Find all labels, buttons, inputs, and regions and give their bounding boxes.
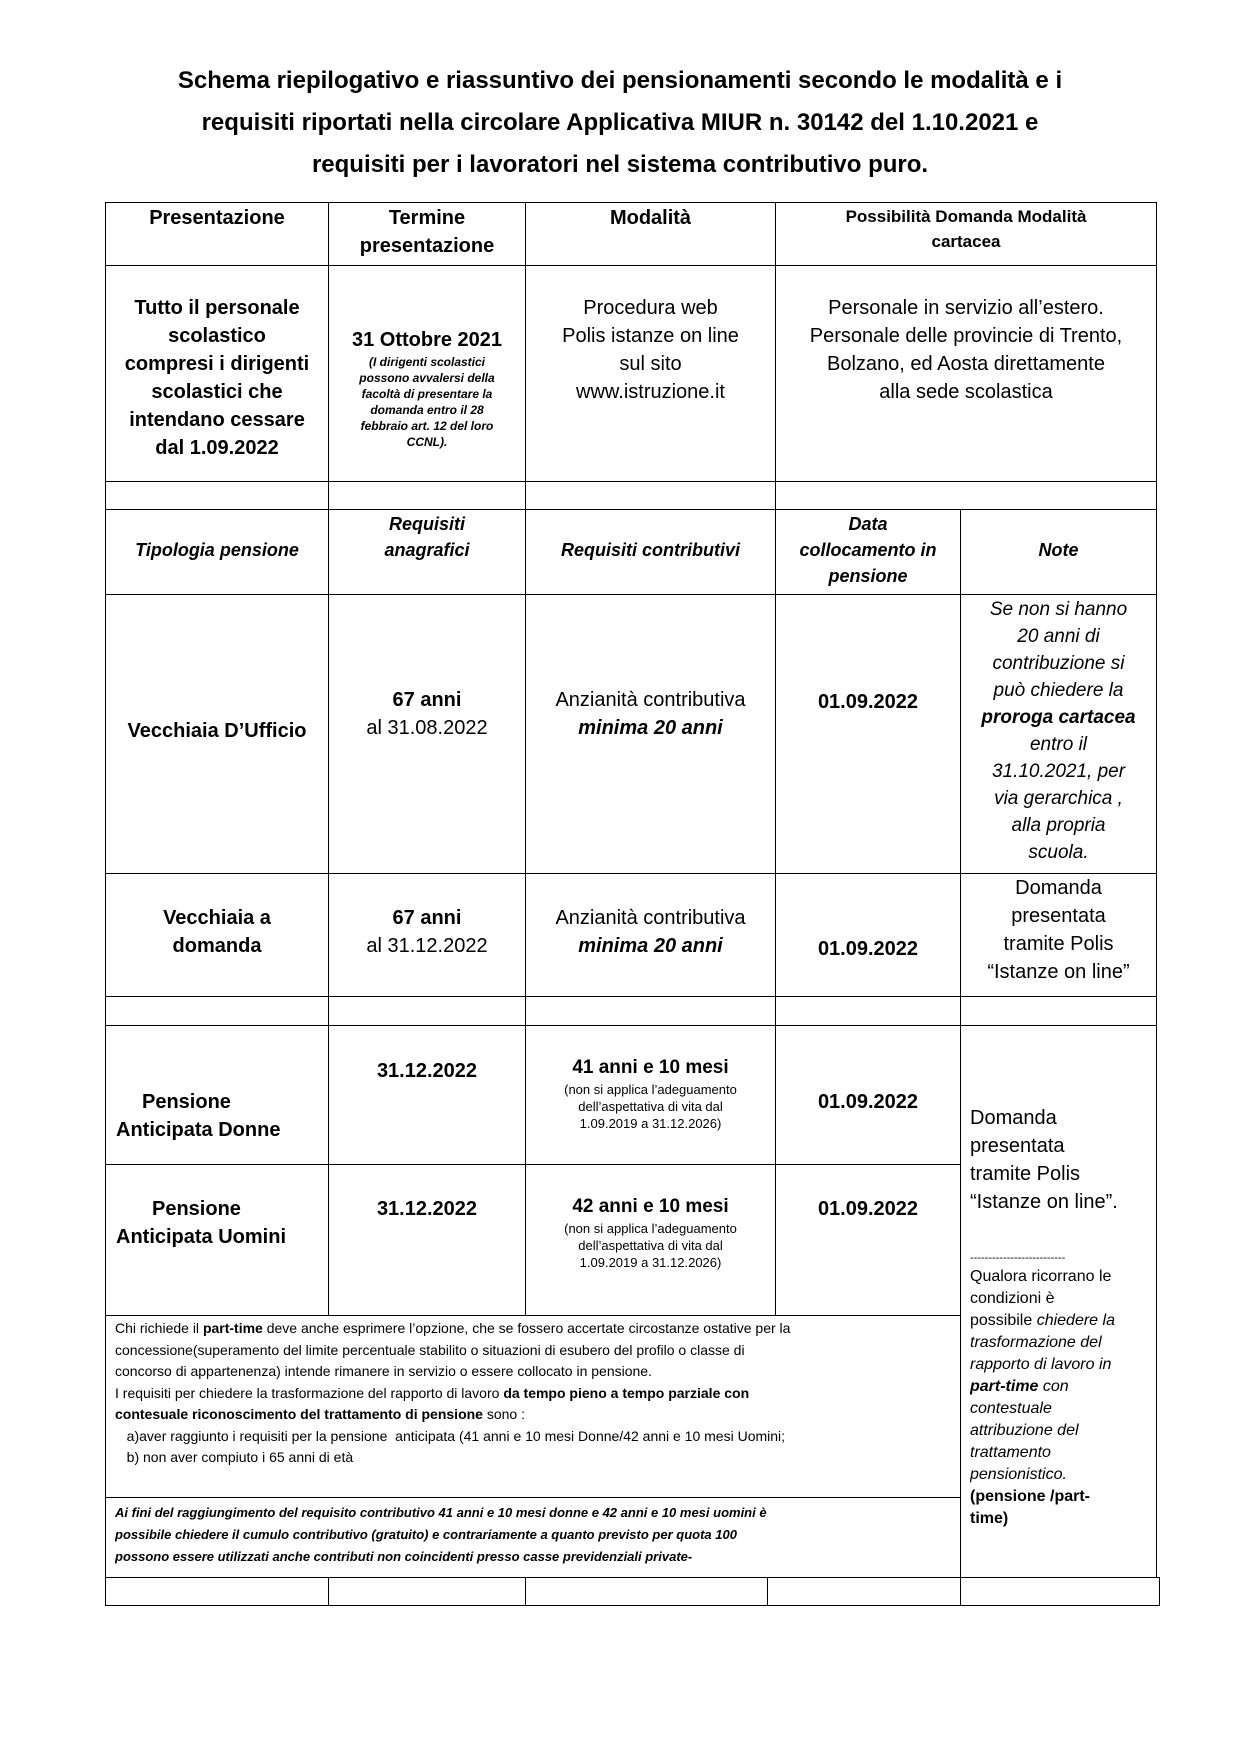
table-border: [105, 996, 1157, 997]
header-possibilita-cartacea: Possibilità Domanda Modalità cartacea: [845, 207, 1087, 251]
header-presentazione: Presentazione: [149, 207, 285, 229]
table-border: [105, 594, 1157, 595]
data-vecchiaia-domanda: 01.09.2022: [817, 938, 919, 960]
proroga-cartacea-highlight: proroga cartacea: [981, 707, 1136, 728]
header-tipologia-pensione: Tipologia pensione: [135, 540, 299, 560]
title-line-3: requisiti per i lavoratori nel sistema contributivo puro.: [311, 151, 929, 178]
eta-vecchiaia-ufficio: 67 anni al 31.08.2022: [366, 689, 488, 739]
table-border: [105, 1164, 961, 1165]
table-border: [105, 1605, 1160, 1606]
table-border: [105, 265, 1157, 266]
eta-vecchiaia-domanda: 67 anni al 31.12.2022: [366, 907, 488, 957]
tipologia-vecchiaia-ufficio: Vecchiaia D’Ufficio: [127, 720, 307, 742]
table-border: [525, 1577, 526, 1606]
table-border: [105, 481, 1157, 482]
contributi-vecchiaia-ufficio: Anzianità contributiva minima 20 anni: [555, 689, 746, 739]
cell-termine-presentazione: 31 Ottobre 2021 (I dirigenti scolastici possono avvalersi della facoltà di presentare la domanda entro il 28 febbraio art. 12 del loro CCNL).: [329, 326, 525, 480]
eta-anticipata-uomini: 31.12.2022: [376, 1198, 478, 1220]
istruzione-website: www.istruzione.it: [576, 381, 725, 403]
termine-date: 31 Ottobre 2021: [351, 329, 503, 351]
table-border: [1156, 202, 1157, 1577]
table-border: [328, 1577, 329, 1606]
header-note: Note: [1038, 540, 1079, 560]
cell-presentazione-personale: Tutto il personale scolastico compresi i dirigenti scolastici che intendano cessare dal 1.09.2022: [124, 297, 310, 459]
note-vecchiaia-domanda: Domanda presentata tramite Polis “Istanze on line”: [987, 877, 1130, 983]
data-vecchiaia-ufficio: 01.09.2022: [817, 691, 919, 713]
table-border: [105, 1025, 1157, 1026]
header-modalita: Modalità: [609, 207, 692, 229]
contributi-anticipata-donne: 41 anni e 10 mesi (non si applica l’adeguamento dell’aspettativa di vita dal 1.09.2019 a 31.12.2026): [564, 1057, 737, 1131]
table-border: [1159, 1577, 1160, 1606]
tipologia-anticipata-uomini: Pensione Anticipata Uomini: [116, 1198, 287, 1248]
cell-cartacea: Personale in servizio all’estero. Personale delle provincie di Trento, Bolzano, ed Aosta direttamente alla sede scolastica: [809, 297, 1123, 403]
header-requisiti-anagrafici: Requisiti anagrafici: [384, 514, 470, 560]
header-termine: Termine presentazione: [359, 207, 495, 257]
table-border: [105, 1315, 961, 1316]
data-anticipata-uomini: 01.09.2022: [817, 1198, 919, 1220]
table-border: [767, 1577, 768, 1606]
title-line-1: Schema riepilogativo e riassuntivo dei pensionamenti secondo le modalità e i: [177, 67, 1063, 94]
cumulo-paragraph: Ai fini del raggiungimento del requisito contributivo 41 anni e 10 mesi donne e 42 anni e 10 mesi uomini è possibile chiedere il cumulo contributivo (gratuito) e contrariamente a quanto previsto per quota 100 possono essere utilizzati anche contributi non coincidenti presso casse previdenziali private-: [115, 1505, 767, 1564]
contributi-vecchiaia-domanda: Anzianità contributiva minima 20 anni: [555, 907, 746, 957]
tipologia-anticipata-donne: Pensione Anticipata Donne: [116, 1091, 281, 1141]
note-separator: --------------------------: [970, 1252, 1066, 1264]
note-vecchiaia-ufficio: Se non si hanno 20 anni di contribuzione si può chiedere la proroga cartacea entro il 31.10.2021, per via gerarchica , alla propria scuola.: [961, 596, 1156, 872]
contributi-anticipata-uomini: 42 anni e 10 mesi (non si applica l’adeguamento dell’aspettativa di vita dal 1.09.2019 a 31.12.2026): [564, 1196, 737, 1270]
document-title: [110, 60, 1130, 186]
note-part-time-trasformazione: -------------------------- Qualora ricorrano le condizioni è possibile chiedere la trasformazione del rapporto di lavoro in part-time con contestuale attribuzione del trattamento pensionistico. (pensione /part- time): [970, 1250, 1155, 1575]
table-border: [105, 509, 1157, 510]
tipologia-vecchiaia-domanda: Vecchiaia a domanda: [163, 907, 271, 957]
table-border: [105, 202, 1157, 203]
header-data-collocamento: Data collocamento in pensione: [799, 514, 937, 586]
header-requisiti-contributivi: Requisiti contributivi: [560, 540, 740, 560]
table-border: [105, 1577, 1160, 1578]
eta-anticipata-donne: 31.12.2022: [376, 1060, 478, 1082]
part-time-paragraph: Chi richiede il part-time deve anche esprimere l’opzione, che se fossero accertate circostanze ostative per la concessione(superamento del limite percentuale stabilito o situazioni di esubero del profilo o classe di concorso di appartenenza) intende rimanere in servizio o essere collocato in pensione. I requisiti per chiedere la trasformazione del rapporto di lavoro da tempo pieno a tempo parziale con contesuale riconoscimento del trattamento di pensione sono : a)aver raggiunto i requisiti per la pensione anticipata (41 anni e 10 mesi Donne/42 anni e 10 mesi Uomini; b) non aver compiuto i 65 anni di età: [115, 1320, 791, 1465]
note-anticipata-domanda: Domanda presentata tramite Polis “Istanze on line”.: [970, 1107, 1118, 1213]
title-line-2: requisiti riportati nella circolare Applicativa MIUR n. 30142 del 1.10.2021 e: [201, 109, 1039, 136]
cell-modalita-web: Procedura web Polis istanze on line sul sito www.istruzione.it: [526, 294, 775, 480]
data-anticipata-donne: 01.09.2022: [817, 1091, 919, 1113]
table-border: [105, 1497, 961, 1498]
